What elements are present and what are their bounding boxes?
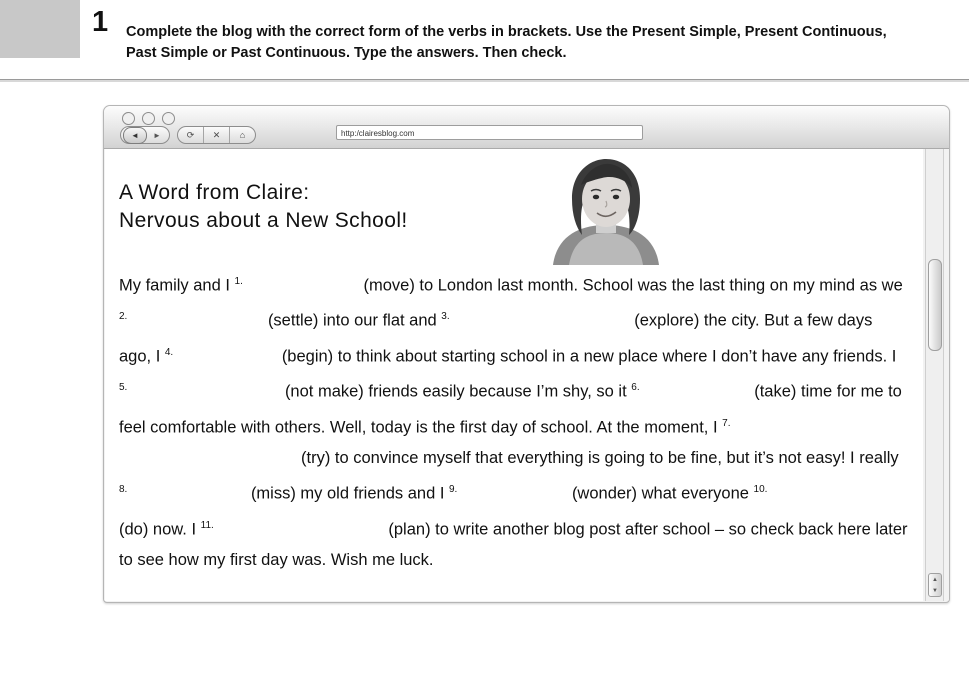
- gap-number: 9.: [449, 484, 458, 496]
- blog-text: My family and I $^{1.}$ (move) to London last month. School was the last thing on my mind as we $^{2.}$ (settle) into our flat and $^{3.}$ (explore) the city. But a few days ago, I $^{4.}$ (begin) to think about starting school in a new place where I don’t have any friends. I $^{5.}$ (not make) friends easily because I’m shy, so it $^{6.}$ (take) time for me to feel comfortable with others. Well, today is the first day of school. At the moment, I $^{7.}$ (try) to convince myself that everything is going to be fine, but it’s not easy! I really $^{8.}$ (miss) my old friends and I $^{9.}$ (wonder) what everyone $^{10.}$ (do) now. I $^{11.}$ (plan) to write another blog post after school – so check back here later to see how my first day was. Wish me luck.: [119, 266, 909, 577]
- back-icon[interactable]: ◄: [123, 127, 147, 144]
- gap-number: 4.: [164, 346, 174, 358]
- gap-number: 3.: [441, 311, 450, 323]
- browser-window: [103, 105, 950, 603]
- forward-icon[interactable]: ►: [153, 130, 161, 140]
- window-controls[interactable]: [122, 112, 175, 125]
- answer-blank-1[interactable]: [247, 270, 363, 301]
- header-divider: [0, 79, 969, 82]
- answer-blank-6[interactable]: [644, 377, 754, 408]
- browser-toolbar: [120, 126, 256, 144]
- gap-number: 5.: [119, 382, 128, 394]
- blog-page: [105, 149, 923, 601]
- answer-blank-8[interactable]: [132, 479, 251, 510]
- gap-number: 11.: [200, 519, 214, 531]
- blog-title-line-2: Nervous about a New School!: [119, 209, 408, 233]
- minimize-dot-icon[interactable]: [142, 112, 155, 125]
- scroll-up-icon[interactable]: ▲: [932, 576, 938, 583]
- exercise-instructions: Complete the blog with the correct form of the verbs in brackets. Use the Present Simple, Present Continuous, Past Simple or Past Continuous. Type the answers. Then check.: [126, 24, 887, 62]
- blog-title-line-1: A Word from Claire:: [119, 181, 310, 204]
- close-dot-icon[interactable]: [122, 112, 135, 125]
- answer-blank-5[interactable]: [132, 377, 285, 408]
- gap-number: 7.: [722, 417, 731, 429]
- zoom-dot-icon[interactable]: [162, 112, 175, 125]
- answer-blank-2[interactable]: [132, 306, 268, 337]
- gap-number: 1.: [234, 275, 243, 287]
- gap-number: 6.: [631, 382, 640, 394]
- scroll-down-icon[interactable]: ▼: [932, 587, 938, 594]
- browser-chrome: [104, 106, 949, 149]
- stop-icon[interactable]: ✕: [204, 127, 230, 143]
- exercise-number: 1: [92, 6, 109, 38]
- answer-blank-3[interactable]: [454, 306, 634, 337]
- browser-page-area: [104, 149, 949, 601]
- answer-blank-9[interactable]: [462, 479, 572, 510]
- gap-number: 8.: [119, 484, 128, 496]
- header-grey-block: [0, 0, 80, 58]
- reload-icon[interactable]: ⟳: [178, 127, 204, 143]
- scrollbar-arrows[interactable]: [928, 573, 942, 597]
- answer-blank-10[interactable]: [772, 479, 907, 510]
- blog-title: [119, 179, 539, 236]
- answer-blank-7[interactable]: [119, 443, 301, 474]
- vertical-scrollbar[interactable]: [925, 149, 944, 601]
- page-controls-group[interactable]: [177, 126, 256, 144]
- answer-blank-4[interactable]: [178, 341, 282, 372]
- nav-buttons-group[interactable]: [120, 126, 170, 144]
- claire-portrait-image: [539, 155, 673, 265]
- answer-blank-11[interactable]: [218, 514, 388, 545]
- url-input[interactable]: http:/clairesblog.com: [336, 125, 643, 140]
- home-icon[interactable]: ⌂: [239, 130, 246, 140]
- gap-number: 10.: [753, 484, 768, 496]
- scrollbar-thumb[interactable]: [928, 259, 942, 351]
- gap-number: 2.: [119, 311, 128, 323]
- exercise-header: [0, 0, 969, 80]
